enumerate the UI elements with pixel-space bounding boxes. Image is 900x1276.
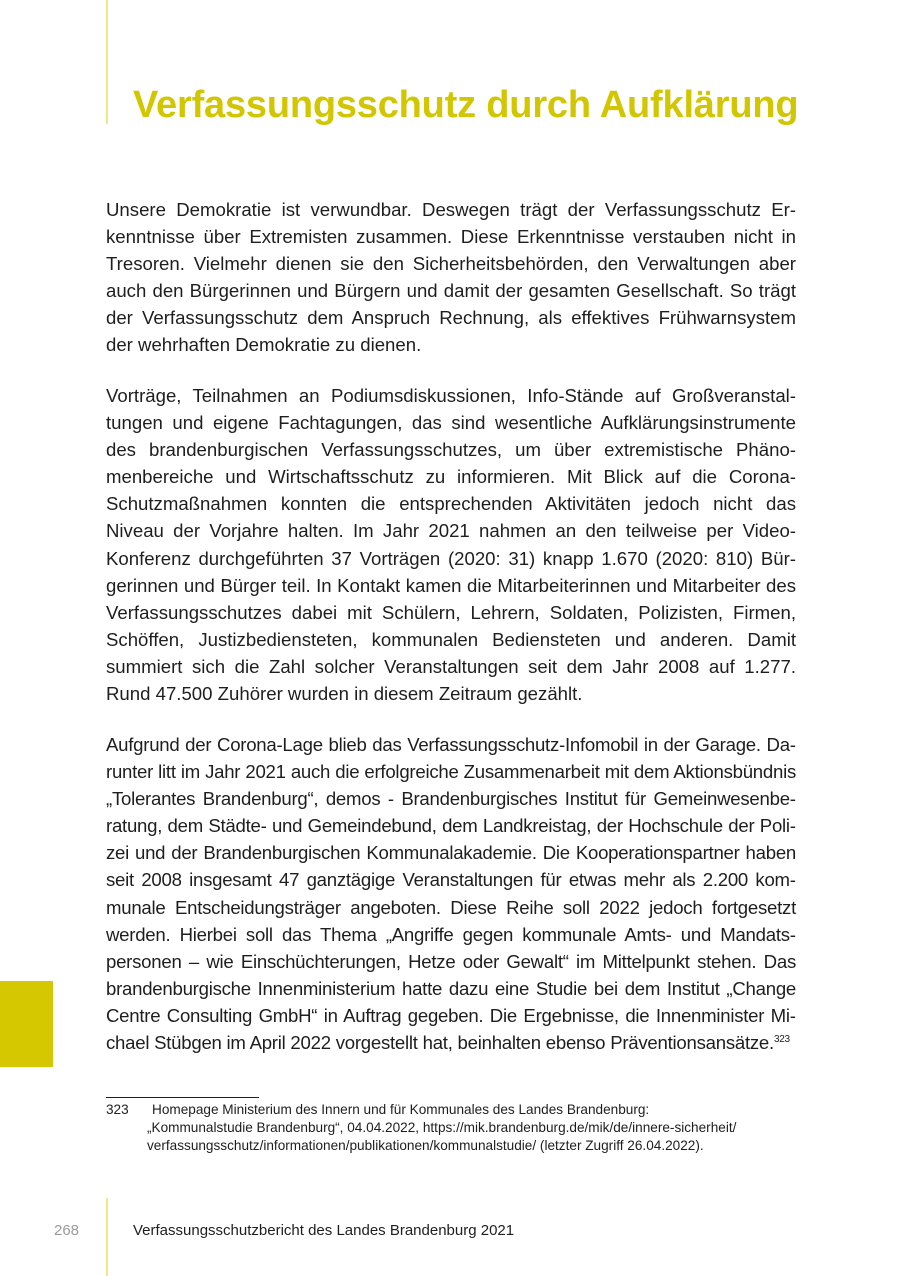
paragraph-text: Aufgrund der Corona-Lage blieb das Verfassungsschutz-Infomobil in der Garage. Darunter litt im Jahr 2021 auch die erfolgreiche Zusammenarbeit mit dem Aktionsbündnis „Tolerantes Brandenburg“, demos - Brandenburgisches Institut für Gemeinwesenberatung, dem Städte- und Gemeindebund, dem Landkreistag, der Hochschule der Polizei und der Brandenburgischen Kommunalakademie. Die Kooperationspartner haben seit 2008 insgesamt 47 ganztägige Veranstaltungen für etwas mehr als 2.200 kommunale Entscheidungsträger angeboten. Diese Reihe soll 2022 jedoch fortgesetzt werden. Hierbei soll das Thema „Angriffe gegen kommunale Amts- und Mandatspersonen – wie Einschüchterungen, Hetze oder Gewalt“ im Mittelpunkt stehen. Das brandenburgische Innenministerium hatte dazu eine Studie bei dem Institut „Change Centre Consulting GmbH“ in Auftrag gegeben. Die Ergebnisse, die Innenminister Michael Stübgen im April 2022 vorgestellt hat, beinhalten ebenso Präventionsansätze. <box>106 734 796 1054</box>
running-footer: Verfassungsschutzbericht des Landes Brandenburg 2021 <box>133 1222 515 1239</box>
top-margin-rule <box>106 0 108 124</box>
footnote <box>106 1101 806 1155</box>
footnote-number: 323 <box>106 1102 129 1117</box>
chapter-side-tab <box>0 981 53 1067</box>
footnote-line[interactable]: „Kommunalstudie Brandenburg“, 04.04.2022, https://mik.brandenburg.de/mik/de/innere-sicherheit/ <box>147 1120 737 1135</box>
page-title: Verfassungsschutz durch Aufklärung <box>133 84 799 126</box>
paragraph-text: Unsere Demokratie ist verwundbar. Deswegen trägt der Verfassungsschutz Erkenntnisse über Extremisten zusammen. Diese Erkenntnisse verstauben nicht in Tresoren. Vielmehr dienen sie den Sicherheitsbehörden, den Verwaltungen aber auch den Bürgerinnen und Bürgern und damit der gesamten Gesellschaft. So trägt der Verfassungsschutz dem Anspruch Rechnung, als effektives Frühwarnsystem der wehrhaften Demokratie zu dienen. <box>106 199 796 356</box>
footer-margin-rule <box>106 1198 108 1276</box>
paragraph-1 <box>106 196 796 359</box>
footnote-reference[interactable]: 323 <box>773 1033 790 1045</box>
page-number: 268 <box>54 1222 80 1239</box>
footnote-line: Homepage Ministerium des Innern und für Kommunales des Landes Brandenburg: <box>152 1102 650 1117</box>
paragraph-text: Vorträge, Teilnahmen an Podiumsdiskussionen, Info-Stände auf Großveranstaltungen und eigene Fachtagungen, das sind wesentliche Aufklärungsinstrumente des brandenburgischen Verfassungsschutzes, um über extremistische Phänomenbereiche und Wirtschaftsschutz zu informieren. Mit Blick auf die Corona-Schutzmaßnahmen konnten die entsprechenden Aktivitäten jedoch nicht das Niveau der Vorjahre halten. Im Jahr 2021 nahmen an den teilweise per Video-Konferenz durchgeführten 37 Vorträgen (2020: 31) knapp 1.670 (2020: 810) Bürgerinnen und Bürger teil. In Kontakt kamen die Mitarbeiterinnen und Mitarbeiter des Verfassungsschutzes dabei mit Schülern, Lehrern, Soldaten, Polizisten, Firmen, Schöffen, Justizbediensteten, kommunalen Bediensteten und anderen. Damit summiert sich die Zahl solcher Veranstaltungen seit dem Jahr 2008 auf 1.277. Rund 47.500 Zuhörer wurden in diesem Zeitraum gezählt. <box>106 385 796 705</box>
footnote-separator <box>106 1097 259 1098</box>
paragraph-2 <box>106 382 796 707</box>
footnote-line[interactable]: verfassungsschutz/informationen/publikationen/kommunalstudie/ (letzter Zugriff 26.04.2022). <box>147 1138 704 1153</box>
footnote-text <box>147 1101 806 1155</box>
paragraph-3 <box>106 731 796 1056</box>
